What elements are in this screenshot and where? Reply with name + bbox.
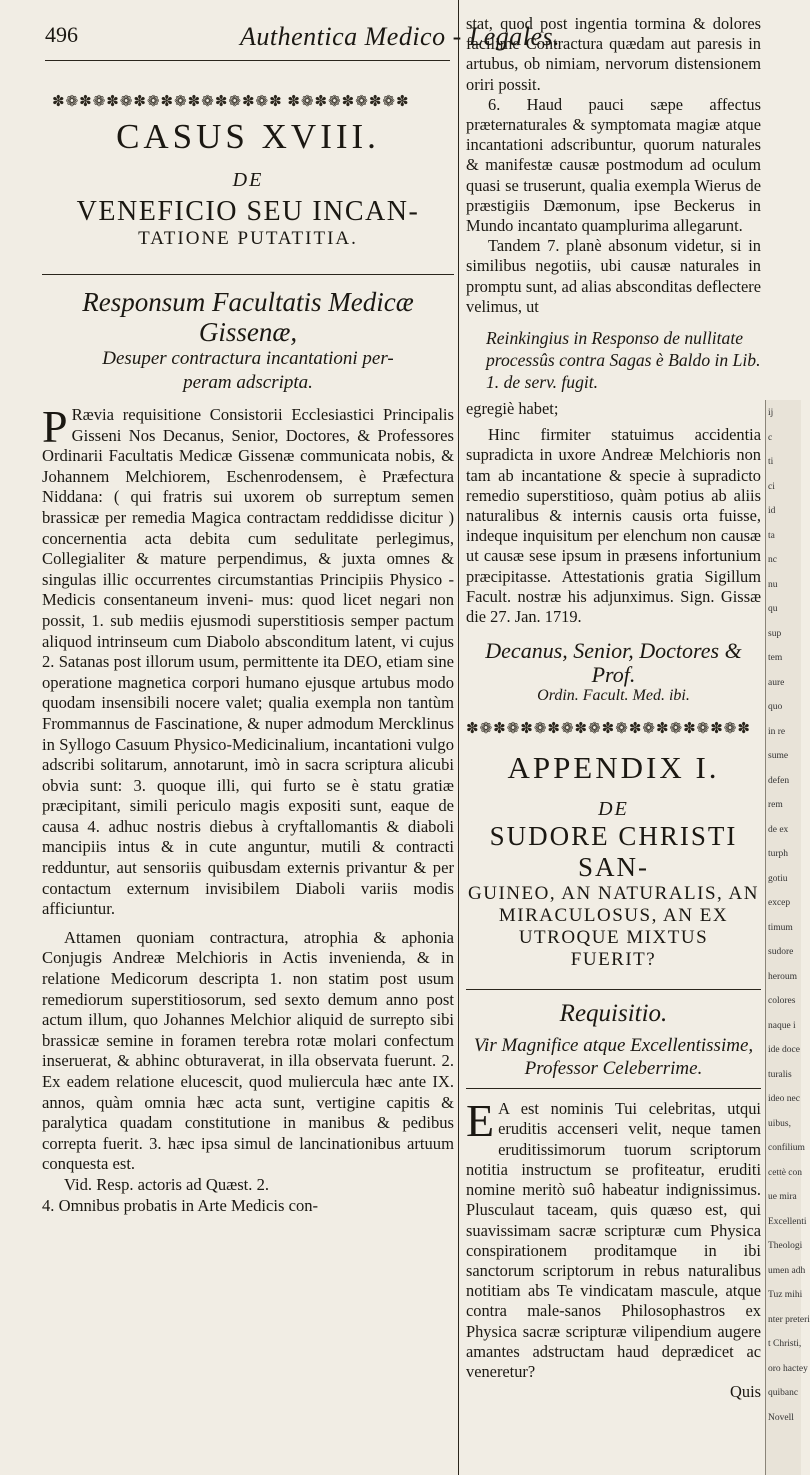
margin-fragment: defen — [768, 775, 790, 786]
margin-fragment: quibanc — [768, 1388, 799, 1398]
item-4: 4. Omnibus probatis in Arte Medicis con- — [42, 1195, 319, 1215]
margin-fragment: de ex — [768, 824, 789, 835]
margin-fragment: heroum — [768, 971, 798, 982]
section-rule — [42, 274, 454, 275]
page-number: 496 — [45, 22, 78, 47]
drop-cap: P — [42, 401, 68, 452]
margin-fragment: in re — [768, 726, 786, 737]
margin-fragment: quo — [768, 702, 783, 712]
appendix-title-line4: UTROQUE MIXTUS — [518, 927, 709, 949]
margin-fragment: Tuz mihi — [768, 1290, 803, 1300]
margin-fragment: qu — [768, 604, 778, 614]
margin-fragment: uibus, — [768, 1118, 791, 1129]
margin-fragment: nter preteri — [768, 1314, 810, 1325]
head-rule — [45, 60, 450, 61]
appendix-heading: APPENDIX I. — [507, 750, 720, 786]
de-label: DE — [232, 169, 264, 191]
salutation: Vir Magnifice atque Excellentissime, Professor Celeberrime. — [473, 1035, 754, 1080]
margin-fragment: sume — [768, 751, 789, 761]
margin-fragment: ta — [768, 530, 775, 541]
paragraph-6: 6. Haud pauci sæpe affectus præternaturales & symptomata magiæ atque incantationi adscribuntur, quorum naturales & manifestæ causæ postmodum ad oculum quasi se truserunt, qualia exempla Wierus de præstigiis Dæmonum, ipse Beckerus in Mundo incantato quamplurima allegarunt. — [466, 94, 761, 236]
margin-fragment: nu — [768, 579, 778, 590]
catchword: Quis — [730, 1382, 761, 1402]
ornament-band: ✽❁✽❁✽❁✽❁✽❁✽❁✽❁✽❁✽ ✽❁✽❁✽❁✽❁✽ — [52, 94, 410, 110]
margin-fragment: Theologi — [768, 1241, 803, 1251]
facing-page-margin — [765, 400, 810, 1475]
case-title-line2: TATIONE PUTATITIA. — [138, 228, 358, 249]
margin-fragment: oro hactey — [768, 1363, 808, 1374]
section-rule-3 — [466, 1088, 761, 1089]
margin-fragment: sudore — [768, 947, 794, 957]
signatories: Decanus, Senior, Doctores & Prof. — [485, 638, 742, 688]
margin-fragment: ue mira — [768, 1192, 797, 1202]
right-column — [466, 0, 761, 1402]
margin-fragment: timum — [768, 922, 793, 933]
left-column — [42, 72, 454, 1216]
vid-reference: Vid. Resp. actoris ad Quæst. 2. — [64, 1174, 270, 1194]
margin-fragment: gotiu — [768, 873, 788, 884]
paragraph-requisitio-text: A est nominis Tui celebritas, utqui eruditis accenseri velit, neque tamen eruditissimorum tuorum scriptorum notitia instructum se profiteatur, eruditi nomine meritò suô habeatur indignissimus. Plusculaut taceam, quis quæso est, qui suavissimam sacræ scripturæ cum Physica conspirationem proditamque in ibi sanctorum scriptorum in rebus naturalibus notitiam abs Te vindicatam mascule, atque contra male-sanos Philosophastros ex Physica sacræ scripturæ vilipendium augere amantes adstructam haud deprædicet ac veneretur? — [466, 1099, 761, 1381]
margin-fragment: ide doce — [768, 1045, 800, 1055]
margin-fragment: c — [768, 432, 773, 443]
margin-fragment: excep — [768, 898, 791, 908]
margin-fragment: naque i — [768, 1020, 796, 1031]
margin-fragment: Excellenti — [768, 1216, 807, 1227]
margin-fragment: id — [768, 506, 776, 516]
paragraph-praevia — [42, 401, 454, 920]
column-divider — [458, 0, 459, 1475]
appendix-title-line5: FUERIT? — [570, 949, 657, 971]
responsum-title: Responsum Facultatis Medicæ Gissenæ, — [82, 287, 414, 347]
margin-fragment: cettè con — [768, 1167, 803, 1178]
requisitio-heading: Requisitio. — [559, 1000, 668, 1028]
margin-fragment: sup — [768, 628, 782, 639]
appendix-title-line3: MIRACULOSUS, AN EX — [498, 905, 729, 927]
margin-fragment: umen adh — [768, 1265, 806, 1276]
margin-fragment: rem — [768, 800, 783, 810]
margin-fragment: ideo nec — [768, 1094, 800, 1104]
paragraph-stat: stat, quod post ingentia tormina & dolores facilime Contractura quædam aut paresis in artubus, ob nimiam, nervorum distensionem oriri possit. — [466, 14, 761, 94]
citation-reinkingius: Reinkingius in Responso de nullitate processûs contra Sagas è Baldo in Lib. 1. de serv. fugit. — [486, 328, 761, 393]
ornament-band-right: ✽❁✽❁✽❁✽❁✽❁✽❁✽❁✽❁✽❁✽❁✽ — [466, 721, 751, 738]
case-title-line1: VENEFICIO SEU INCAN- — [76, 196, 420, 227]
running-title: Authentica Medico - Legales. — [240, 22, 561, 51]
left-body — [42, 401, 454, 1216]
paragraph-7: Tandem 7. planè absonum videtur, si in similibus negotiis, ubi causæ naturales in promptu sunt, ad alias absconditas deflectere velimus, ut — [466, 236, 761, 316]
margin-fragment: ij — [768, 408, 774, 418]
margin-fragment: turph — [768, 849, 789, 859]
drop-cap-e: E — [466, 1095, 495, 1147]
margin-fragment: confilium — [768, 1143, 805, 1153]
margin-fragment: aure — [768, 677, 785, 688]
margin-fragment: tem — [768, 653, 783, 663]
paragraph-attamen: Attamen quoniam contractura, atrophia & aphonia Conjugis Andreæ Melchioris in Actis invenienda, & in relatione Medicorum descripta 1. non statim post usum remediorum superstitiosorum, sed sexto demum anno post actum illum, quo Johannes Melchior aliquid de surrepto sibi brassicæ semine in foramen terebra rotæ molari confectum inseruerat, & abhinc obturaverat, in illa observata fuerunt. 2. Ex eadem relatione elucescit, quod muliercula hæc ante IX. annos, quàm omnia hæc acta sunt, vertigine capitis & paralytica quadam constitutione in manibus & pedibus correpta fuerit. 3. hæc ipsa simul de lancinationibus artuum conquesta est. — [42, 927, 454, 1174]
paragraph-conclusion: Hinc firmiter statuimus accidentia supradicta in uxore Andreæ Melchioris non tam ab incantatione & specie à supradicto remedio superstitioso, quàm potius ab aliis naturalibus & internis causis orta fuisse, indeque inquisitum per elenchum non causæ ut causæ sese ipsum in præsens infortunium præcipitasse. Attestationis gratia Sigillum Facult. nostræ his adjunximus. Sign. Gissæ die 27. Jan. 1719. — [466, 425, 761, 627]
paragraph-praevia-text: Rævia requisitione Consistorii Ecclesiastici Principalis Gisseni Nos Decanus, Senior, Doctores, & Professores Ordinarii Facultatis Medicæ Gissenæ communicata nobis, & Johannem Melchiorem, Eschenrodensem, è Præfectura Niddana: ( qui fratris sui uxorem ob surreptum semen brassicæ per remedia Magica contractam reddidisse dicitur ) concernentia acta debita cum sedulitate perlegimus, Collegialiter & mature perpendimus, & juxta omnes & singulas illic occurrentes circumstantias Principiis Physico - Medicis consentaneum inveni- mus: quod licet negari non possit, 1. sub mediis ejusmodi superstitiosis semper pactum aliquod intrinseum cum Diabolo absconditum latent, vi cujus 2. Satanas post illorum usum, permittente ita DEO, etiam sine operatione magnetica corpori humano ejusque artubus modo quodam insensibili nocere valet; qualia exempla non tantùm Frommannus de Fascinatione, & nuper admodum Mercklinus in Syllogo Casuum Physico-Medicinalium, incantationi vulgo adscribi solitarum, annotarunt, imò in sacra scriptura alicubi obvia sunt: 3. quoque illi, qui furto se è statu gratiæ præcipitant, simili periculo magis expositi sunt, eaque de causa 4. adhuc nostris diebus à cryftallomantis & diaboli mancipiis intus & in cute anguntur, mutili & contracti redduntur, aut sensoriis quibusdam externis privantur & per contactum externum invisibilem Diaboli variis modis afficiuntur. — [42, 405, 454, 919]
de-label-2: DE — [598, 798, 629, 821]
signatories-sub: Ordin. Facult. Med. ibi. — [537, 687, 690, 705]
margin-fragment: colores — [768, 996, 796, 1006]
egregie-line: egregiè habet; — [466, 399, 559, 419]
responsum-subtitle-1: Desuper contractura incantationi per- — [102, 348, 394, 369]
paragraph-requisitio — [466, 1095, 761, 1382]
margin-fragment: nc — [768, 555, 777, 565]
margin-fragment: t Christi, — [768, 1339, 802, 1349]
casus-heading: CASUS XVIII. — [116, 117, 380, 156]
section-rule-2 — [466, 989, 761, 990]
margin-fragment: Novell — [768, 1412, 794, 1423]
margin-fragment: ti — [768, 457, 774, 467]
margin-fragment: turalis — [768, 1069, 792, 1080]
margin-fragment: ci — [768, 481, 775, 492]
appendix-title-line1: SUDORE CHRISTI SAN- — [489, 821, 738, 883]
responsum-subtitle-2: peram adscripta. — [183, 372, 313, 393]
appendix-title-line2: GUINEO, AN NATURALIS, AN — [468, 883, 759, 905]
